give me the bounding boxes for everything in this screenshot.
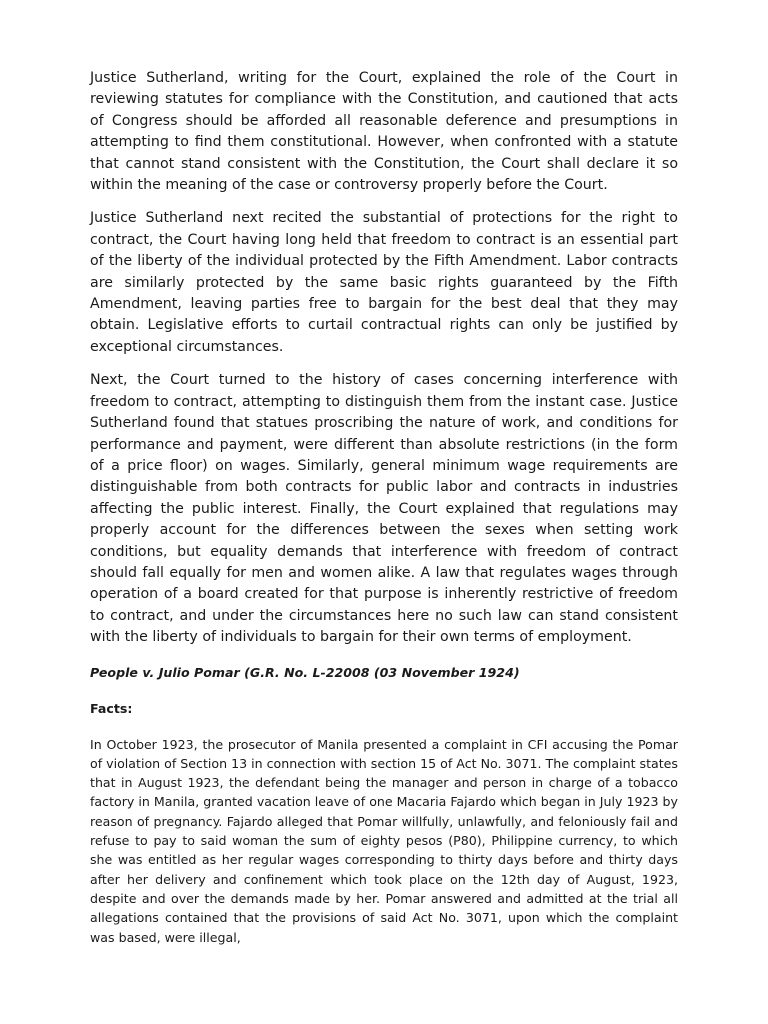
- facts-heading: Facts:: [90, 700, 133, 716]
- paragraph-court-role: Justice Sutherland, writing for the Court, explained the role of the Court in reviewing statutes for compliance with the Constitution, and cautioned that acts of Congress should be afforded all reasonable deference and presumptions in attempting to find them constitutional. However, when confronted with a statute that cannot stand consistent with the Constitution, the Court shall declare it so within the meaning of the case or controversy properly before the Court.: [90, 70, 678, 194]
- paragraph-right-to-contract: Justice Sutherland next recited the substantial of protections for the right to contract, the Court having long held that freedom to contract is an essential part of the liberty of the individual protected by the Fifth Amendment. Labor contracts are similarly protected by the same basic rights guaranteed by the Fifth Amendment, leaving parties free to bargain for the best deal that they may obtain. Legislative efforts to curtail contractual rights can only be justified by exceptional circumstances.: [90, 210, 678, 355]
- facts-paragraph: In October 1923, the prosecutor of Manila presented a complaint in CFI accusing the Pomar of violation of Section 13 in connection with section 15 of Act No. 3071. The complaint states that in August 1923, the defendant being the manager and person in charge of a tobacco factory in Manila, granted vacation leave of one Macaria Fajardo which began in July 1923 by reason of pregnancy. Fajardo alleged that Pomar willfully, unlawfully, and feloniously fail and refuse to pay to said woman the sum of eighty pesos (P80), Philippine currency, to which she was entitled as her regular wages corresponding to thirty days before and thirty days after her delivery and confinement which took place on the 12th day of August, 1923, despite and over the demands made by her. Pomar answered and admitted at the trial all allegations contained that the provisions of said Act No. 3071, upon which the complaint was based, were illegal,: [90, 736, 678, 945]
- paragraph-case-history: Next, the Court turned to the history of cases concerning interference with freedom to contract, attempting to distinguish them from the instant case. Justice Sutherland found that statues proscribing the nature of work, and conditions for performance and payment, were different than absolute restrictions (in the form of a price floor) on wages. Similarly, general minimum wage requirements are distinguishable from both contracts for public labor and contracts in industries affecting the public interest. Finally, the Court explained that regulations may properly account for the differences between the sexes when setting work conditions, but equality demands that interference with freedom of contract should fall equally for men and women alike. A law that regulates wages through operation of a board created for that purpose is inherently restrictive of freedom to contract, and under the circumstances here no such law can stand consistent with the liberty of individuals to bargain for their own terms of employment.: [90, 372, 678, 646]
- case-heading: People v. Julio Pomar (G.R. No. L-22008 (03 November 1924): [90, 664, 520, 680]
- document-page: [90, 58, 678, 947]
